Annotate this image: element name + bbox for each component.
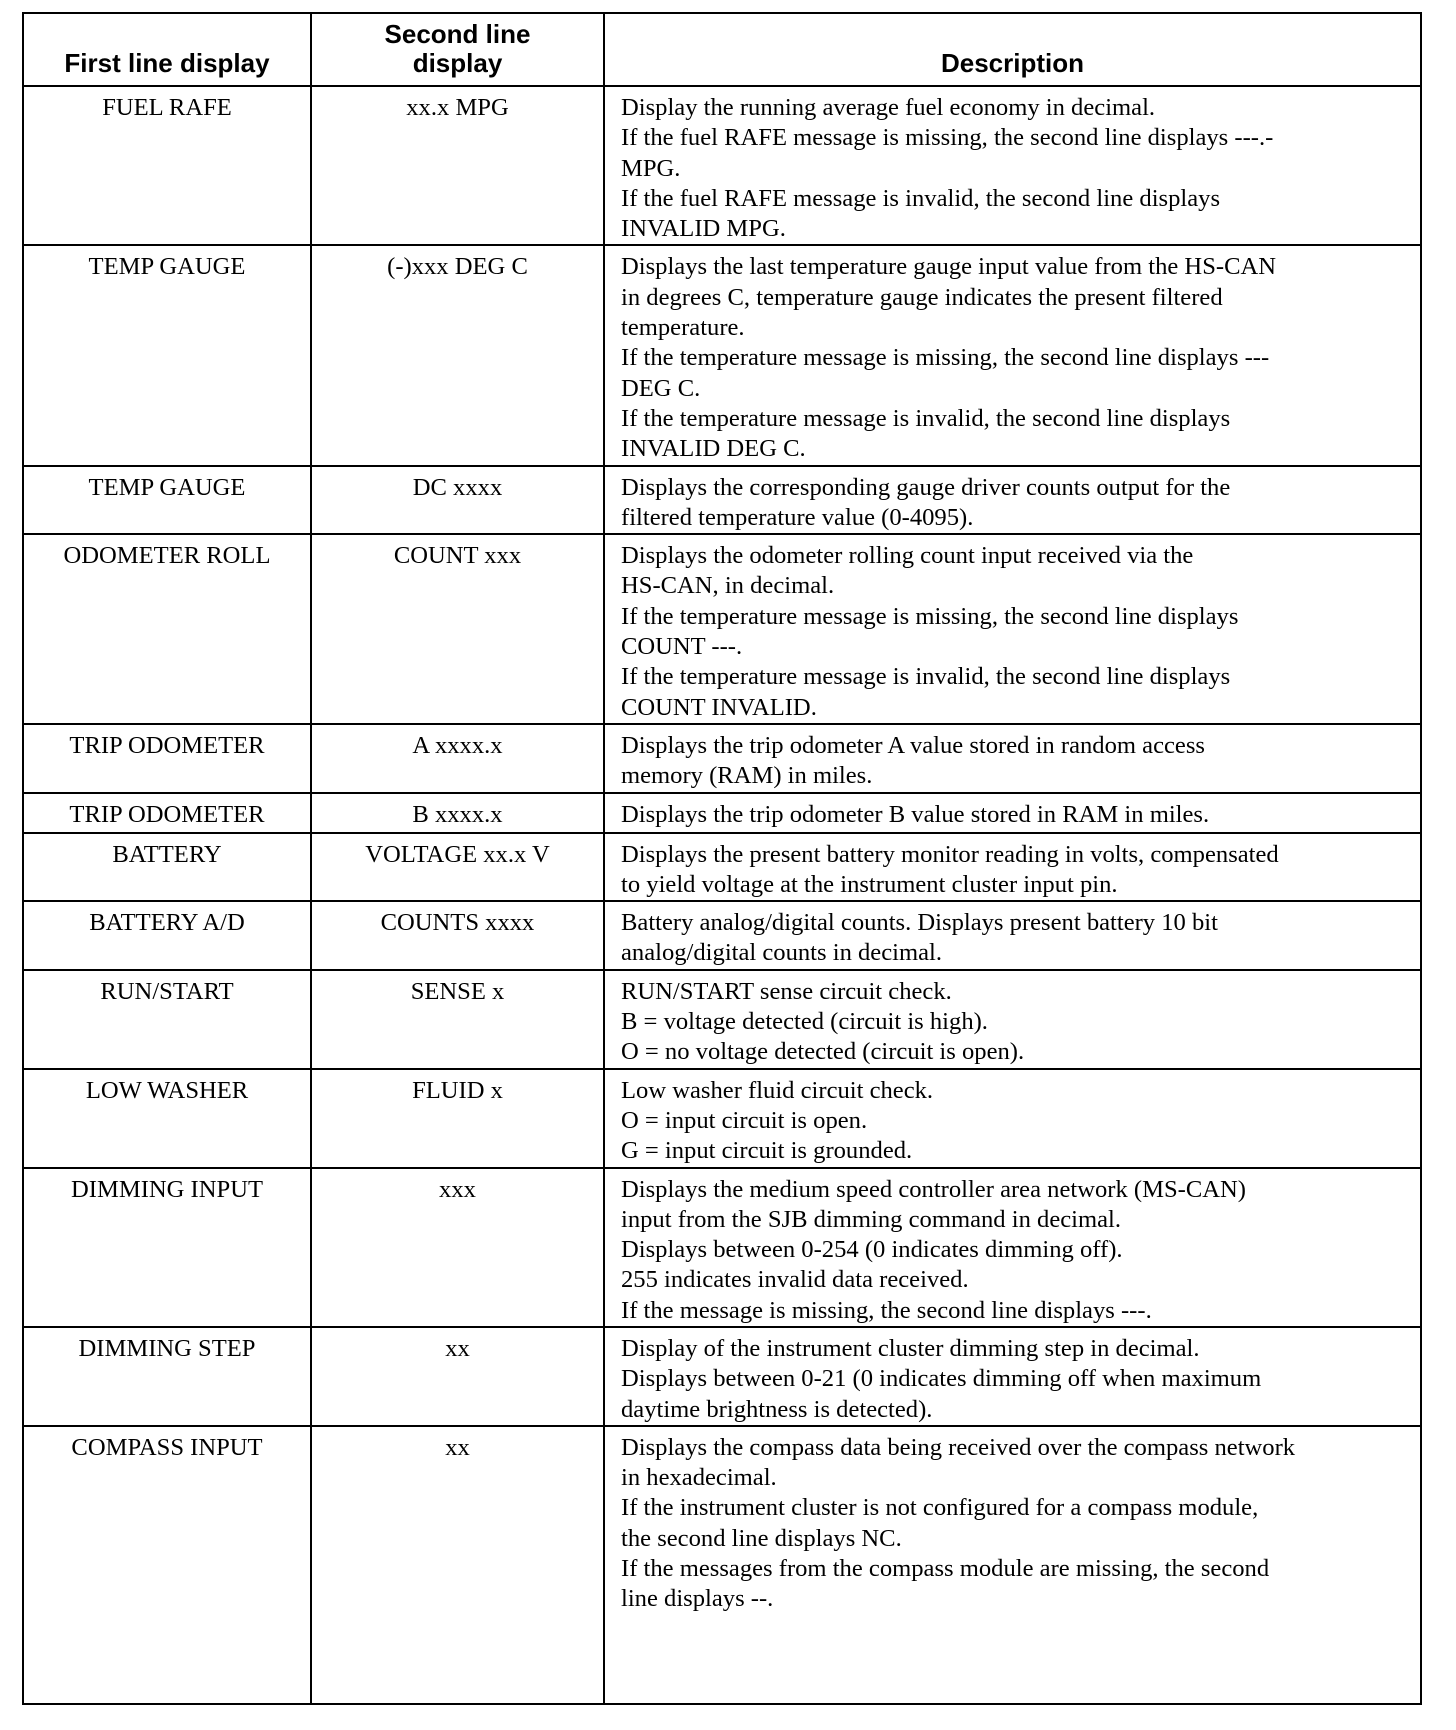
description-line: HS-CAN, in decimal.	[621, 572, 835, 600]
table-row	[24, 724, 1420, 793]
table-row	[24, 970, 1420, 1069]
second-line-cell: COUNTS xxxx	[311, 901, 604, 970]
description-line: temperature.	[621, 314, 745, 342]
first-line-cell: COMPASS INPUT	[24, 1426, 311, 1703]
table-row	[24, 833, 1420, 902]
description-line: O = input circuit is open.	[621, 1106, 868, 1134]
table-row	[24, 534, 1420, 724]
description-cell	[604, 1168, 1420, 1327]
first-line-cell: TRIP ODOMETER	[24, 724, 311, 793]
header-second-line-display	[311, 14, 604, 86]
description-line: memory (RAM) in miles.	[621, 762, 873, 790]
description-line: Battery analog/digital counts. Displays present battery 10 bit	[621, 909, 1218, 937]
first-line-cell: RUN/START	[24, 970, 311, 1069]
description-cell	[604, 833, 1420, 902]
description-line: INVALID DEG C.	[621, 435, 806, 463]
description-line: analog/digital counts in decimal.	[621, 939, 943, 967]
second-line-cell: FLUID x	[311, 1069, 604, 1168]
description-line: Displays the trip odometer A value stored in random access	[621, 731, 1205, 759]
description-line: MPG.	[621, 154, 681, 182]
description-line: Displays the last temperature gauge input value from the HS-CAN	[621, 253, 1276, 281]
description-line: Displays the corresponding gauge driver counts output for the	[621, 473, 1231, 501]
second-line-cell: B xxxx.x	[311, 793, 604, 833]
description-line: filtered temperature value (0-4095).	[621, 503, 974, 531]
description-line: 255 indicates invalid data received.	[621, 1266, 969, 1294]
header-description	[604, 14, 1420, 86]
description-line: If the temperature message is invalid, the second line displays	[621, 663, 1231, 691]
description-line: Displays the trip odometer B value stored in RAM in miles.	[621, 800, 1210, 828]
description-line: If the messages from the compass module are missing, the second	[621, 1555, 1270, 1583]
description-cell	[604, 1426, 1420, 1703]
description-cell	[604, 724, 1420, 793]
second-line-cell: xx	[311, 1327, 604, 1426]
display-table	[24, 14, 1420, 1703]
second-line-cell: (-)xxx DEG C	[311, 245, 604, 465]
description-line: RUN/START sense circuit check.	[621, 977, 952, 1005]
second-line-cell: xxx	[311, 1168, 604, 1327]
second-line-cell: xx.x MPG	[311, 86, 604, 245]
display-table-frame	[22, 12, 1422, 1705]
first-line-cell: FUEL RAFE	[24, 86, 311, 245]
description-cell	[604, 1327, 1420, 1426]
table-row	[24, 901, 1420, 970]
description-line: Displays between 0-254 (0 indicates dimming off).	[621, 1236, 1123, 1264]
description-line: If the temperature message is missing, the second line displays ---	[621, 344, 1270, 372]
description-line: Displays the present battery monitor reading in volts, compensated	[621, 840, 1279, 868]
description-line: input from the SJB dimming command in decimal.	[621, 1205, 1122, 1233]
description-line: to yield voltage at the instrument cluster input pin.	[621, 870, 1118, 898]
table-row	[24, 466, 1420, 535]
description-line: If the message is missing, the second line displays ---.	[621, 1296, 1152, 1324]
description-line: in hexadecimal.	[621, 1464, 777, 1492]
description-cell	[604, 901, 1420, 970]
description-line: Displays the medium speed controller area network (MS-CAN)	[621, 1175, 1246, 1203]
first-line-cell: DIMMING STEP	[24, 1327, 311, 1426]
first-line-cell: BATTERY	[24, 833, 311, 902]
description-line: COUNT INVALID.	[621, 693, 817, 721]
first-line-cell: LOW WASHER	[24, 1069, 311, 1168]
second-line-cell: SENSE x	[311, 970, 604, 1069]
table-row	[24, 86, 1420, 245]
description-line: INVALID MPG.	[621, 215, 786, 243]
description-cell	[604, 1069, 1420, 1168]
table-body	[24, 86, 1420, 1703]
first-line-cell: TEMP GAUGE	[24, 466, 311, 535]
description-line: daytime brightness is detected).	[621, 1395, 933, 1423]
description-cell	[604, 793, 1420, 833]
description-line: DEG C.	[621, 374, 701, 402]
description-cell	[604, 534, 1420, 724]
second-line-cell: VOLTAGE xx.x V	[311, 833, 604, 902]
second-line-cell: DC xxxx	[311, 466, 604, 535]
first-line-cell: DIMMING INPUT	[24, 1168, 311, 1327]
table-header-row	[24, 14, 1420, 86]
header-first-line-display	[24, 14, 311, 86]
description-line: If the instrument cluster is not configured for a compass module,	[621, 1494, 1259, 1522]
first-line-cell: TEMP GAUGE	[24, 245, 311, 465]
second-line-cell: A xxxx.x	[311, 724, 604, 793]
description-line: Low washer fluid circuit check.	[621, 1076, 934, 1104]
table-row	[24, 1327, 1420, 1426]
description-line: If the temperature message is invalid, the second line displays	[621, 404, 1231, 432]
header-second-label-line1: Second line	[384, 19, 531, 49]
table-row	[24, 1168, 1420, 1327]
description-line: line displays --.	[621, 1585, 774, 1613]
description-line: Displays the odometer rolling count input received via the	[621, 542, 1194, 570]
first-line-cell: ODOMETER ROLL	[24, 534, 311, 724]
header-first-label: First line display	[64, 48, 270, 78]
table-row	[24, 1426, 1420, 1703]
description-line: Displays between 0-21 (0 indicates dimming off when maximum	[621, 1365, 1262, 1393]
description-line: Display the running average fuel economy in decimal.	[621, 94, 1156, 121]
description-line: O = no voltage detected (circuit is open).	[621, 1038, 1025, 1066]
description-cell	[604, 86, 1420, 245]
description-line: G = input circuit is grounded.	[621, 1137, 913, 1165]
second-line-cell: xx	[311, 1426, 604, 1703]
table-row	[24, 1069, 1420, 1168]
description-cell	[604, 245, 1420, 465]
table-row	[24, 793, 1420, 833]
description-cell	[604, 970, 1420, 1069]
description-line: Displays the compass data being received over the compass network	[621, 1433, 1296, 1461]
description-line: B = voltage detected (circuit is high).	[621, 1008, 988, 1036]
first-line-cell: BATTERY A/D	[24, 901, 311, 970]
description-line: If the fuel RAFE message is missing, the second line displays ---.-	[621, 124, 1274, 152]
header-description-label: Description	[940, 48, 1085, 78]
description-line: in degrees C, temperature gauge indicates the present filtered	[621, 283, 1223, 311]
first-line-cell: TRIP ODOMETER	[24, 793, 311, 833]
description-line: If the fuel RAFE message is invalid, the second line displays	[621, 184, 1221, 212]
description-line: If the temperature message is missing, the second line displays	[621, 602, 1239, 630]
description-line: COUNT ---.	[621, 633, 743, 661]
description-line: the second line displays NC.	[621, 1524, 902, 1552]
description-line: Display of the instrument cluster dimming step in decimal.	[621, 1334, 1200, 1362]
header-second-label-line2: display	[412, 48, 503, 78]
description-cell	[604, 466, 1420, 535]
table-row	[24, 245, 1420, 465]
second-line-cell: COUNT xxx	[311, 534, 604, 724]
